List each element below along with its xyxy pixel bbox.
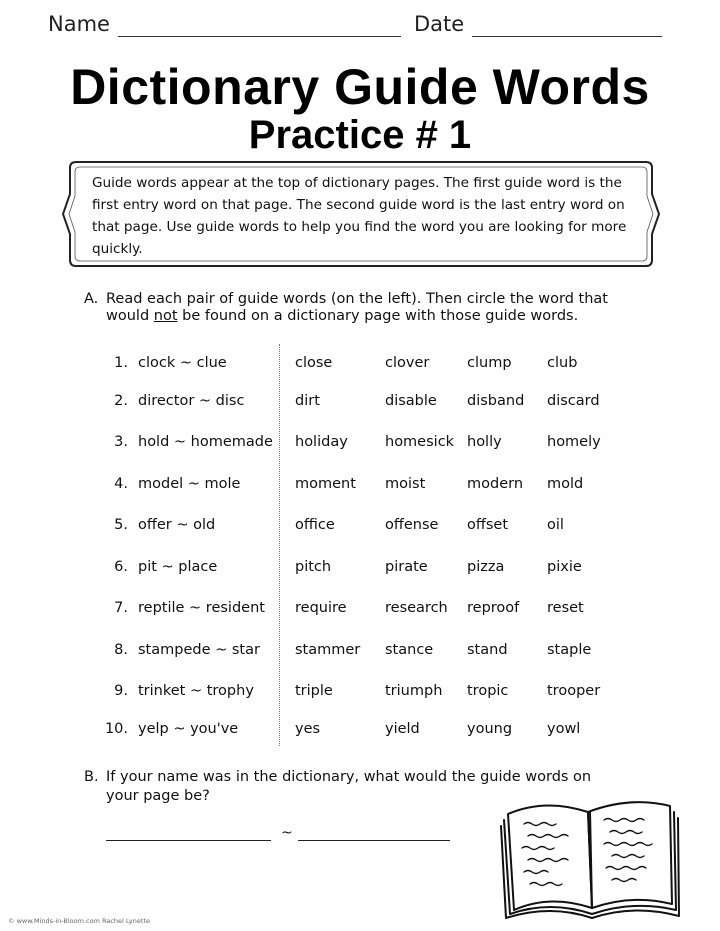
word-choice[interactable]: mold [547, 476, 584, 492]
word-choice[interactable]: office [295, 517, 335, 533]
word-choice[interactable]: offset [467, 517, 509, 533]
open-book-icon [500, 790, 680, 920]
part-a-letter: A. [84, 291, 99, 307]
page-title: Dictionary Guide Words [70, 59, 650, 115]
word-choice[interactable]: triple [295, 683, 333, 699]
word-choice[interactable]: research [385, 600, 448, 616]
word-choice[interactable]: tropic [467, 683, 509, 699]
word-choice[interactable]: require [295, 600, 347, 616]
intro-text: Guide words appear at the top of dictionary pages. The first guide word is the first entry word on that page. The second guide word is the last entry word on that page. Use guide words to help you find the word you are looking for more quickly. [92, 175, 627, 257]
word-choice[interactable]: disable [385, 393, 437, 409]
word-choice[interactable]: modern [467, 476, 524, 492]
row-number: 3. [114, 434, 128, 450]
word-choice[interactable]: stammer [295, 642, 361, 658]
word-choice[interactable]: discard [547, 393, 600, 409]
word-choice[interactable]: pizza [467, 559, 505, 575]
word-choice[interactable]: staple [547, 642, 592, 658]
guide-words: stampede ~ star [138, 642, 260, 658]
name-label: Name [48, 12, 110, 36]
guide-words: hold ~ homemade [138, 434, 273, 450]
copyright-footer: © www.Minds-in-Bloom.com Rachel Lynette [8, 917, 150, 925]
exercise-row [0, 355, 720, 375]
part-a-text: Read each pair of guide words (on the left). Then circle the word that would not be found on a dictionary page with those guide words. [106, 291, 608, 324]
word-choice[interactable]: pixie [547, 559, 582, 575]
row-number: 10. [104, 721, 128, 737]
guide-words: offer ~ old [138, 517, 216, 533]
exercise-row [0, 642, 720, 662]
word-choice[interactable]: dirt [295, 393, 320, 409]
exercise-row [0, 434, 720, 454]
row-number: 6. [114, 559, 128, 575]
row-number: 2. [114, 393, 128, 409]
emphasis-not: not [153, 308, 178, 324]
word-choice[interactable]: clover [385, 355, 430, 371]
word-choice[interactable]: close [295, 355, 333, 371]
word-choice[interactable]: clump [467, 355, 512, 371]
guide-words: reptile ~ resident [138, 600, 265, 616]
row-number: 4. [114, 476, 128, 492]
word-choice[interactable]: moment [295, 476, 356, 492]
word-choice[interactable]: stand [467, 642, 508, 658]
word-choice[interactable]: homely [547, 434, 601, 450]
exercise-row [0, 559, 720, 579]
exercise-row [0, 393, 720, 413]
guide-words: yelp ~ you've [138, 721, 239, 737]
word-choice[interactable]: pitch [295, 559, 332, 575]
exercise-row [0, 600, 720, 620]
word-choice[interactable]: yield [385, 721, 420, 737]
word-choice[interactable]: young [467, 721, 513, 737]
exercise-row [0, 721, 720, 741]
answer-line-second[interactable] [298, 840, 450, 841]
answer-separator: ~ [281, 825, 293, 841]
part-b-text: If your name was in the dictionary, what would the guide words on your page be? [106, 769, 592, 804]
word-choice[interactable]: reproof [467, 600, 520, 616]
date-label: Date [414, 12, 465, 36]
word-choice[interactable]: yowl [547, 721, 581, 737]
page-subtitle: Practice # 1 [248, 113, 472, 157]
word-choice[interactable]: offense [385, 517, 439, 533]
answer-line-first[interactable] [106, 840, 271, 841]
guide-words: model ~ mole [138, 476, 241, 492]
exercise-row [0, 517, 720, 537]
word-choice[interactable]: homesick [385, 434, 455, 450]
word-choice[interactable]: pirate [385, 559, 428, 575]
word-choice[interactable]: stance [385, 642, 434, 658]
exercise-row [0, 683, 720, 703]
word-choice[interactable]: oil [547, 517, 564, 533]
word-choice[interactable]: yes [295, 721, 321, 737]
guide-words: clock ~ clue [138, 355, 227, 371]
row-number: 7. [114, 600, 128, 616]
word-choice[interactable]: moist [385, 476, 426, 492]
exercise-row [0, 476, 720, 496]
date-field[interactable] [472, 36, 662, 37]
row-number: 5. [114, 517, 128, 533]
word-choice[interactable]: reset [547, 600, 584, 616]
name-field[interactable] [118, 36, 401, 37]
row-number: 1. [114, 355, 128, 371]
guide-words: trinket ~ trophy [138, 683, 254, 699]
header [48, 12, 670, 42]
guide-words: director ~ disc [138, 393, 245, 409]
word-choice[interactable]: holly [467, 434, 502, 450]
part-b-letter: B. [84, 769, 99, 785]
word-choice[interactable]: disband [467, 393, 525, 409]
row-number: 9. [114, 683, 128, 699]
guide-words: pit ~ place [138, 559, 218, 575]
word-choice[interactable]: club [547, 355, 578, 371]
row-number: 8. [114, 642, 128, 658]
word-choice[interactable]: holiday [295, 434, 348, 450]
word-choice[interactable]: triumph [385, 683, 443, 699]
word-choice[interactable]: trooper [547, 683, 601, 699]
